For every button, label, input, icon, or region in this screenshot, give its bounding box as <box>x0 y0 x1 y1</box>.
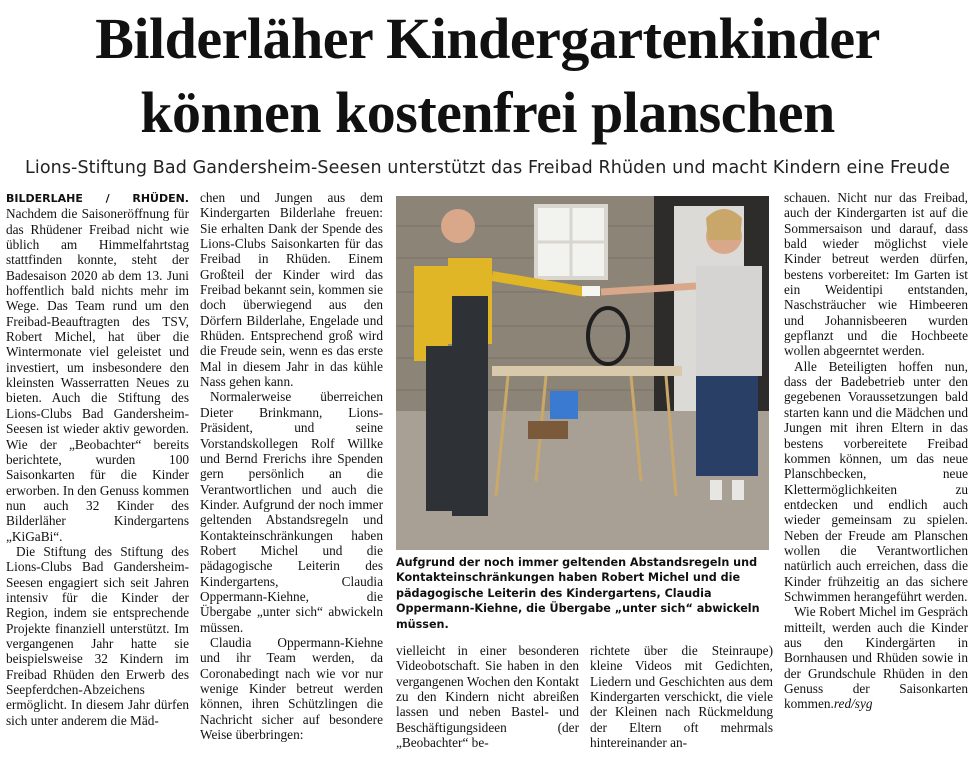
column-2-paragraph-1: chen und Jungen aus dem Kindergarten Bilderlahe freuen: Sie erhalten Dank der Spende des Lions-Clubs Saisonkarten für das Freibad in Rhüden. Einem Großteil der Kinder wird das Freibad bekannt sein, kommen sie doch überwiegend aus den Dörfern Bilderlahe, Engelade und Rhüden. Entsprechend groß wird die Freude sein, wenn es das erste Mal in diesem Jahr in das kühle Nass gehen kann. <box>200 190 383 390</box>
column-1-paragraph-1-text: Nachdem die Saisoneröffnung für das Rhüdener Freibad nicht wie üblich am Himmelfahrtstag stattfinden konnte, steht der Badesaison 2020 ab dem 13. Juni hoffentlich bald nichts mehr im Wege. Das Team rund um den Freibad-Beauftragten des TSV, Robert Michel, hat über die Wintermonate viel geleistet und investiert, um insbesondere den kleinsten Wasserratten Neues zu bieten. Auch die Stiftung des Lions-Clubs Bad Gandersheim-Seesen ist wieder aktiv geworden. Wie der „Beobachter“ bereits berichtete, wurden 100 Saisonkarten für die Kinder erworben. In den Genuss kommen nun auch 32 Kinder des Bilderläher Kindergartens „KiGaBi“. <box>6 206 189 544</box>
column-5-paragraph-3-text: Wie Robert Michel im Gespräch mitteilt, werden auch die Kinder aus den Kindergärten in Bornhausen und Rhüden sowie in der Grundschule Rhüden in den Genuss der Saisonkarten kommen. <box>784 604 968 712</box>
column-1-paragraph-2: Die Stiftung des Stiftung des Lions-Clubs Bad Gandersheim-Seesen engagiert sich seit Jahren intensiv für die Kinder der Region, indem sie entsprechende Projekte finanziell unterstützt. Im vergangenen Jahr hatte sie beispielsweise 32 Kindern im Freibad Rhüden den Erwerb des Seepferdchen-Abzeichens ermöglicht. In diesem Jahr dürfen sich unter anderem die Mäd- <box>6 543 189 728</box>
subheadline: Lions-Stiftung Bad Gandersheim-Seesen unterstützt das Freibad Rhüden und macht Kindern eine Freude <box>25 158 950 178</box>
column-2-paragraph-2: Normalerweise überreichen Dieter Brinkmann, Lions-Präsident, und seine Vorstandskollegen Rolf Willke und Bernd Frerichs ihre Spenden gern persönlich an die Verantwortlichen und auch die Kinder. Aufgrund der noch immer geltenden Abstandsregeln und Kontakteinschränkungen haben Robert Michel und die pädagogische Leiterin des Kindergartens, Claudia Oppermann-Kiehne, die Übergabe „unter sich“ abwickeln müssen. <box>200 389 383 635</box>
article-column-3 <box>396 643 579 750</box>
article-photo <box>396 196 769 550</box>
headline-line-2: können kostenfrei planschen <box>140 80 835 145</box>
column-5-paragraph-3 <box>784 604 968 711</box>
author-signature: red/syg <box>833 696 873 712</box>
column-5-paragraph-2: Alle Beteiligten hoffen nun, dass der Badebetrieb unter den gegebenen Voraussetzungen bald starten kann und die Mädchen und Jungen mit ihren Eltern in das bestens vorbereitete Freibad kommen können, um das neue Planschbecken, neue Klettermöglichkeiten zu entdecken und endlich auch wieder gemeinsam zu spielen. Neben der Freude am Planschen wollen die Verantwortlichen natürlich auch erreichen, dass die Kinder frühzeitig an das sichere Schwimmen herangeführt werden. <box>784 358 968 604</box>
column-3-paragraph-1: vielleicht in einer besonderen Videobotschaft. Sie haben in den vergangenen Wochen den Kontakt zu den Kindern nicht abreißen lassen und neben Bastel- und Beschäftigungsideen (der „Beobachter“ be- <box>396 643 579 751</box>
headline-line-1: Bilderläher Kindergartenkinder <box>95 6 880 71</box>
column-2-paragraph-3: Claudia Oppermann-Kiehne und ihr Team werden, da Coronabedingt nach wie vor nur wenige Kinder betreut werden können, ihren Schützlingen die Nachricht sicher auf besondere Weise überbringen: <box>200 634 383 743</box>
article-column-1 <box>6 190 189 728</box>
article-column-5 <box>784 190 968 712</box>
column-5-paragraph-1: schauen. Nicht nur das Freibad, auch der Kindergarten ist auf die Sommersaison und darauf, dass bald wieder möglichst viele Kinder betreut werden dürfen, bestens vorbereitet: Im Garten ist ein Weidentipi entstanden, Naschsträucher wie Himbeeren und Johannisbeeren wurden gepflanzt und die Hochbeete wollen abgeerntet werden. <box>784 190 968 359</box>
column-1-paragraph-1 <box>6 190 189 544</box>
dateline: BILDERLAHE / RHÜDEN. <box>6 192 189 205</box>
photo-illustration <box>396 196 769 550</box>
article-column-2 <box>200 190 383 742</box>
photo-caption: Aufgrund der noch immer geltenden Abstandsregeln und Kontakteinschränkungen haben Robert Michel und die pädagogische Leiterin des Kindergartens, Claudia Oppermann-Kiehne, die Übergabe „unter sich“ abwickeln müssen. <box>396 556 760 631</box>
article-column-4 <box>590 643 773 750</box>
column-4-paragraph-1: richtete über die Steinraupe) kleine Videos mit Gedichten, Liedern und Geschichten aus dem Kindergarten verschickt, die viele der Kleinen nach Rückmeldung der Eltern oft mehrmals hintereinander an- <box>590 643 773 751</box>
